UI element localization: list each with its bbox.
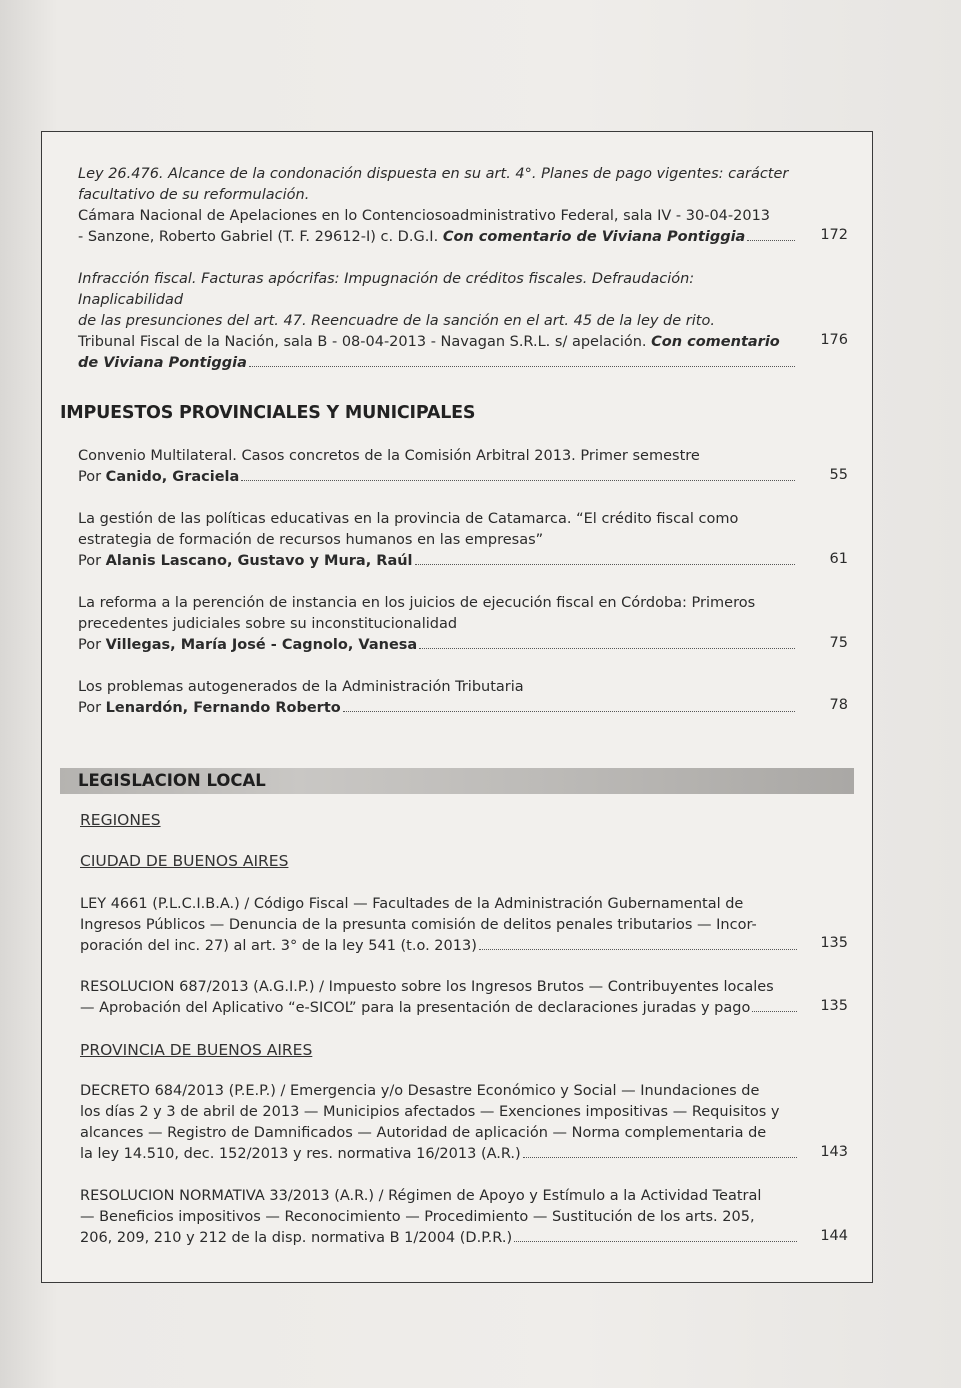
law-line: — Aprobación del Aplicativo “e-SICOL” para la presentación de declaraciones juradas y pago: [80, 1000, 751, 1016]
law-line: LEY 4661 (P.L.C.I.B.A.) / Código Fiscal — Facultades de la Administración Gubernamental de: [80, 896, 744, 912]
article-title-line: La gestión de las políticas educativas en la provincia de Catamarca. “El crédito fiscal como: [78, 511, 739, 527]
law-line: la ley 14.510, dec. 152/2013 y res. normativa 16/2013 (A.R.): [80, 1146, 521, 1162]
law-last-line: [80, 998, 800, 1019]
author-prefix: Por: [78, 700, 106, 716]
toc-article: [78, 446, 798, 488]
dot-leader: [514, 1241, 797, 1242]
law-last-line: [80, 1228, 800, 1249]
toc-article: [78, 509, 798, 572]
law-line: alcances — Registro de Damnificados — Autoridad de aplicación — Norma complementaria de: [80, 1125, 767, 1141]
section-band: [60, 768, 854, 794]
law-line: poración del inc. 27) al art. 3° de la ley 541 (t.o. 2013): [80, 938, 477, 954]
dot-leader: [241, 480, 795, 481]
article-author: Villegas, María José - Cagnolo, Vanesa: [105, 637, 418, 653]
page-number: 144: [820, 1228, 848, 1244]
law-last-line: [80, 1144, 800, 1165]
entry-last-line: [78, 353, 798, 374]
toc-law: [80, 1186, 800, 1249]
page-number: 135: [820, 998, 848, 1014]
entry-title-line: Ley 26.476. Alcance de la condonación dispuesta en su art. 4°. Planes de pago vigentes: carácter: [78, 166, 789, 182]
entry-last-line: [78, 227, 798, 248]
toc-law: [80, 977, 800, 1019]
band-heading: LEGISLACION LOCAL: [78, 771, 266, 790]
page-number: 172: [820, 227, 848, 243]
article-author: Alanis Lascano, Gustavo y Mura, Raúl: [105, 553, 413, 569]
toc-law: [80, 1081, 800, 1165]
article-author-line: [78, 467, 798, 488]
page-number: 176: [820, 332, 848, 348]
law-line: los días 2 y 3 de abril de 2013 — Municipios afectados — Exenciones impositivas — Requisitos y: [80, 1104, 780, 1120]
page-number: 75: [829, 635, 848, 651]
article-author-line: [78, 551, 798, 572]
article-title-line: estrategia de formación de recursos humanos en las empresas”: [78, 532, 544, 548]
law-line: RESOLUCION 687/2013 (A.G.I.P.) / Impuesto sobre los Ingresos Brutos — Contribuyentes locales: [80, 979, 774, 995]
author-prefix: Por: [78, 469, 106, 485]
subheading-caba: CIUDAD DE BUENOS AIRES: [80, 852, 289, 870]
law-line: 206, 209, 210 y 212 de la disp. normativa B 1/2004 (D.P.R.): [80, 1230, 513, 1246]
article-title-line: La reforma a la perención de instancia en los juicios de ejecución fiscal en Córdoba: Primeros: [78, 595, 756, 611]
article-title-line: Los problemas autogenerados de la Administración Tributaria: [78, 679, 524, 695]
entry-commentary: Con comentario de Viviana Pontiggia: [442, 229, 746, 245]
article-author: Lenardón, Fernando Roberto: [105, 700, 341, 716]
article-title-line: precedentes judiciales sobre su inconstitucionalidad: [78, 616, 458, 632]
page-number: 143: [820, 1144, 848, 1160]
article-title-line: Convenio Multilateral. Casos concretos de la Comisión Arbitral 2013. Primer semestre: [78, 448, 700, 464]
dot-leader: [479, 949, 797, 950]
entry-title-line: de las presunciones del art. 47. Reencuadre de la sanción en el art. 45 de la ley de rito.: [78, 313, 715, 329]
dot-leader: [343, 711, 795, 712]
law-last-line: [80, 936, 800, 957]
entry-commentary: Con comentario: [651, 334, 780, 350]
law-line: Ingresos Públicos — Denuncia de la presunta comisión de delitos penales tributarios — Incor-: [80, 917, 757, 933]
author-prefix: Por: [78, 553, 106, 569]
author-prefix: Por: [78, 637, 106, 653]
dot-leader: [419, 648, 795, 649]
page-number: 78: [829, 697, 848, 713]
subheading-pba: PROVINCIA DE BUENOS AIRES: [80, 1041, 313, 1059]
law-line: RESOLUCION NORMATIVA 33/2013 (A.R.) / Régimen de Apoyo y Estímulo a la Actividad Teatral: [80, 1188, 762, 1204]
dot-leader: [523, 1157, 797, 1158]
subheading-regiones: REGIONES: [80, 811, 161, 829]
article-author-line: [78, 635, 798, 656]
article-author-line: [78, 698, 798, 719]
entry-title-line: facultativo de su reformulación.: [78, 187, 310, 203]
dot-leader: [249, 366, 795, 367]
toc-entry-condonacion: [78, 164, 798, 248]
law-line: DECRETO 684/2013 (P.E.P.) / Emergencia y/o Desastre Económico y Social — Inundaciones de: [80, 1083, 760, 1099]
dot-leader: [747, 240, 795, 241]
toc-article: [78, 677, 798, 719]
page-number: 135: [820, 935, 848, 951]
dot-leader: [752, 1011, 797, 1012]
dot-leader: [415, 564, 795, 565]
toc-law: [80, 894, 800, 957]
law-line: — Beneficios impositivos — Reconocimiento — Procedimiento — Sustitución de los arts. 205,: [80, 1209, 755, 1225]
entry-court: Tribunal Fiscal de la Nación, sala B - 08-04-2013 - Navagan S.R.L. s/ apelación.: [78, 334, 652, 350]
section-heading: IMPUESTOS PROVINCIALES Y MUNICIPALES: [60, 403, 476, 423]
entry-title-line: Infracción fiscal. Facturas apócrifas: Impugnación de créditos fiscales. Defraudación: Inaplicabilidad: [78, 271, 695, 308]
entry-court-line: Cámara Nacional de Apelaciones en lo Contenciosoadministrativo Federal, sala IV - 30-04-2013: [78, 208, 771, 224]
toc-entry-infraccion: [78, 269, 798, 374]
page-number: 55: [829, 467, 848, 483]
page-number: 61: [829, 551, 848, 567]
article-author: Canido, Graciela: [105, 469, 240, 485]
entry-commentary-author: de Viviana Pontiggia: [78, 355, 247, 371]
entry-parties: - Sanzone, Roberto Gabriel (T. F. 29612-I) c. D.G.I.: [78, 229, 443, 245]
entry-court-line: [78, 332, 798, 353]
toc-article: [78, 593, 798, 656]
